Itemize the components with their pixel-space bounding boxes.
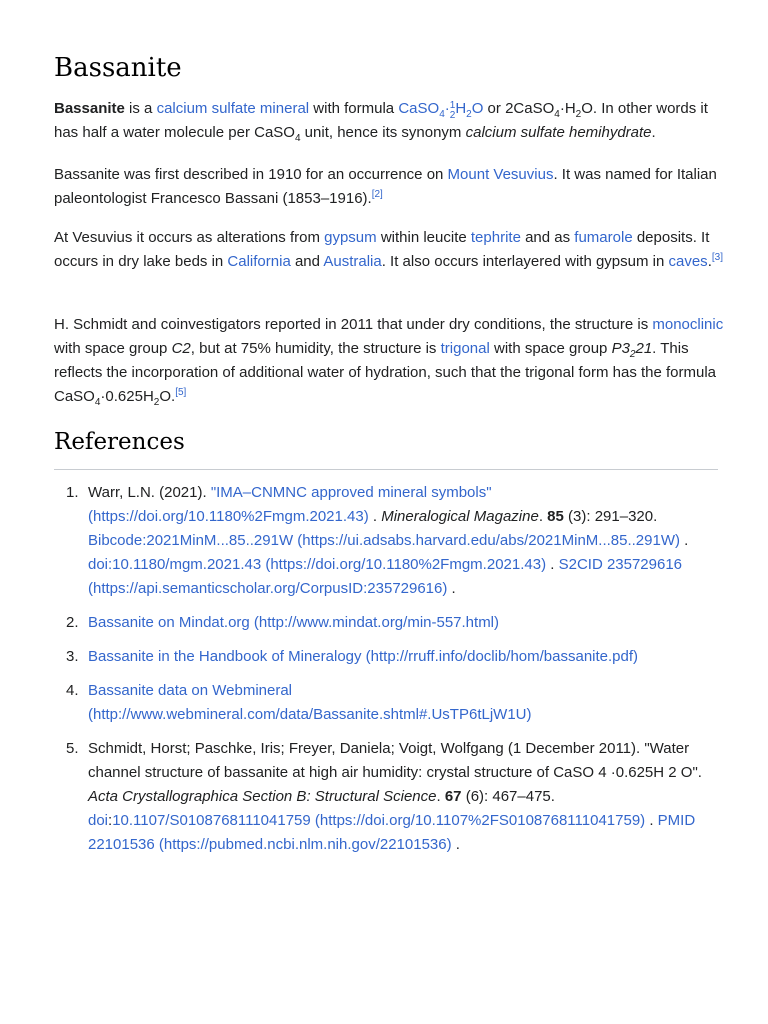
- text: deposits. It occurs in dry lake beds in: [54, 229, 710, 270]
- reference-item: [66, 679, 720, 727]
- text: O.: [159, 388, 176, 405]
- italic-synonym: calcium sulfate hemihydrate: [465, 124, 652, 141]
- reference-item: [66, 611, 720, 635]
- volume: 67: [444, 788, 462, 805]
- volume: 85: [547, 508, 564, 525]
- text: .: [645, 812, 658, 829]
- formula-sub: 4: [94, 397, 101, 408]
- text: Warr, L.N. (2021).: [88, 484, 211, 501]
- paragraph-intro: [54, 97, 724, 145]
- link-pmid[interactable]: PMID 22101536 (https://pubmed.ncbi.nlm.nih.gov/22101536): [88, 812, 696, 853]
- text: unit, hence its synonym: [300, 124, 466, 141]
- link-formula[interactable]: [398, 100, 484, 121]
- formula-dot: ·: [444, 100, 450, 117]
- formula-sub: 2: [575, 109, 582, 120]
- space-group-c2: C2: [171, 340, 191, 357]
- text: .: [707, 253, 712, 270]
- citation-3[interactable]: [3]: [711, 252, 723, 263]
- paragraph-structure: [54, 313, 724, 409]
- text: or 2CaSO: [483, 100, 555, 117]
- references-heading: References: [54, 429, 185, 455]
- text: Bassanite was first described in 1910 for an occurrence on: [54, 166, 448, 183]
- heading-divider: [54, 469, 718, 470]
- text: .: [447, 580, 456, 597]
- formula-sub: 2: [629, 349, 636, 360]
- text: H. Schmidt and coinvestigators reported in 2011 that under dry conditions, the structure is: [54, 316, 653, 333]
- space-group-p3221: [611, 340, 653, 360]
- citation-5[interactable]: [5]: [175, 387, 187, 398]
- link-caves[interactable]: caves: [668, 253, 708, 270]
- text: P3: [611, 340, 630, 357]
- text: .: [538, 508, 548, 525]
- link-california[interactable]: California: [227, 253, 291, 270]
- text: .: [651, 124, 656, 141]
- text: .: [436, 788, 445, 805]
- link-mindat[interactable]: Bassanite on Mindat.org (http://www.mindat.org/min-557.html): [88, 614, 500, 631]
- text: is a: [124, 100, 157, 117]
- reference-item: [66, 645, 720, 669]
- paragraph-history: [54, 163, 724, 211]
- journal-name: Acta Crystallographica Section B: Structural Science: [88, 788, 437, 805]
- reference-item: [66, 737, 720, 857]
- formula-sub: 4: [554, 109, 560, 120]
- journal-name: Mineralogical Magazine: [381, 508, 539, 525]
- link-doi[interactable]: 10.1107/S0108768111041759 (https://doi.org/10.1107%2FS0108768111041759): [112, 812, 646, 829]
- fraction-numerator: 1: [449, 100, 456, 111]
- text: with space group: [489, 340, 612, 357]
- link-trigonal[interactable]: trigonal: [440, 340, 490, 357]
- link-mount-vesuvius[interactable]: Mount Vesuvius: [447, 166, 554, 183]
- link-doi-label[interactable]: doi: [88, 812, 109, 829]
- link-australia[interactable]: Australia: [323, 253, 382, 270]
- link-fumarole[interactable]: fumarole: [574, 229, 633, 246]
- text: ·0.625H: [100, 388, 154, 405]
- text: (6): 467–475.: [461, 788, 555, 805]
- text: with formula: [309, 100, 399, 117]
- text: .: [546, 556, 559, 573]
- reference-number: 3.: [66, 648, 79, 665]
- text: :: [108, 812, 113, 829]
- link-handbook-mineralogy[interactable]: Bassanite in the Handbook of Mineralogy (http://rruff.info/doclib/hom/bassanite.pdf): [88, 648, 639, 665]
- text: ·H: [559, 100, 576, 117]
- references-list: [66, 481, 720, 867]
- link-tephrite[interactable]: tephrite: [470, 229, 521, 246]
- formula-part: O: [471, 100, 484, 117]
- fraction-denominator: 2: [449, 110, 456, 121]
- link-s2cid[interactable]: S2CID 235729616 (https://api.semanticscholar.org/CorpusID:235729616): [88, 556, 683, 597]
- reference-number: 4.: [66, 682, 79, 699]
- formula-sub: 4: [294, 133, 301, 144]
- formula-part: H: [455, 100, 467, 117]
- reference-number: 5.: [66, 740, 79, 757]
- reference-number: 2.: [66, 614, 79, 631]
- link-ima-symbols[interactable]: "IMA–CNMNC approved mineral symbols" (https://doi.org/10.1180%2Fmgm.2021.43): [88, 484, 492, 525]
- text: Schmidt, Horst; Paschke, Iris; Freyer, Daniela; Voigt, Wolfgang (1 December 2011). "Water channel structure of bassanite at high air humidity: crystal structure of CaSO 4 ·0.625H 2 O".: [88, 740, 702, 781]
- text: , but at 75% humidity, the structure is: [190, 340, 441, 357]
- text: and as: [520, 229, 575, 246]
- link-gypsum[interactable]: gypsum: [324, 229, 377, 246]
- bold-term: Bassanite: [54, 100, 125, 117]
- text: 21: [635, 340, 653, 357]
- text: . This reflects the incorporation of additional water of hydration, such that the trigonal form has the formula CaSO: [54, 340, 717, 405]
- text: . It was named for Italian paleontologist Francesco Bassani (1853–1916).: [54, 166, 717, 207]
- text: within leucite: [376, 229, 471, 246]
- link-monoclinic[interactable]: monoclinic: [652, 316, 724, 333]
- text: . It also occurs interlayered with gypsum in: [381, 253, 669, 270]
- reference-item: [66, 481, 720, 601]
- formula-sub: 4: [439, 109, 445, 120]
- text: (3): 291–320.: [563, 508, 658, 525]
- link-calcium-sulfate-mineral[interactable]: calcium sulfate mineral: [156, 100, 310, 117]
- formula-sub: 2: [153, 397, 160, 408]
- text: O. In other words it has half a water molecule per CaSO: [54, 100, 708, 141]
- formula-part: CaSO: [398, 100, 440, 117]
- formula-sub: 2: [466, 109, 472, 120]
- citation-2[interactable]: [2]: [371, 189, 383, 200]
- reference-number: 1.: [66, 484, 79, 501]
- link-bibcode[interactable]: Bibcode:2021MinM...85..291W (https://ui.adsabs.harvard.edu/abs/2021MinM...85..291W): [88, 532, 680, 549]
- text: with space group: [54, 340, 172, 357]
- text: .: [451, 836, 460, 853]
- text: .: [680, 532, 689, 549]
- page-title: Bassanite: [54, 53, 182, 83]
- text: .: [368, 508, 382, 525]
- text: and: [290, 253, 324, 270]
- link-webmineral[interactable]: Bassanite data on Webmineral (http://www.webmineral.com/data/Bassanite.shtml#.UsTP6tLjW1U): [88, 682, 532, 723]
- text: At Vesuvius it occurs as alterations from: [54, 229, 325, 246]
- paragraph-occurrence: [54, 226, 724, 274]
- link-doi[interactable]: doi:10.1180/mgm.2021.43 (https://doi.org/10.1180%2Fmgm.2021.43): [88, 556, 547, 573]
